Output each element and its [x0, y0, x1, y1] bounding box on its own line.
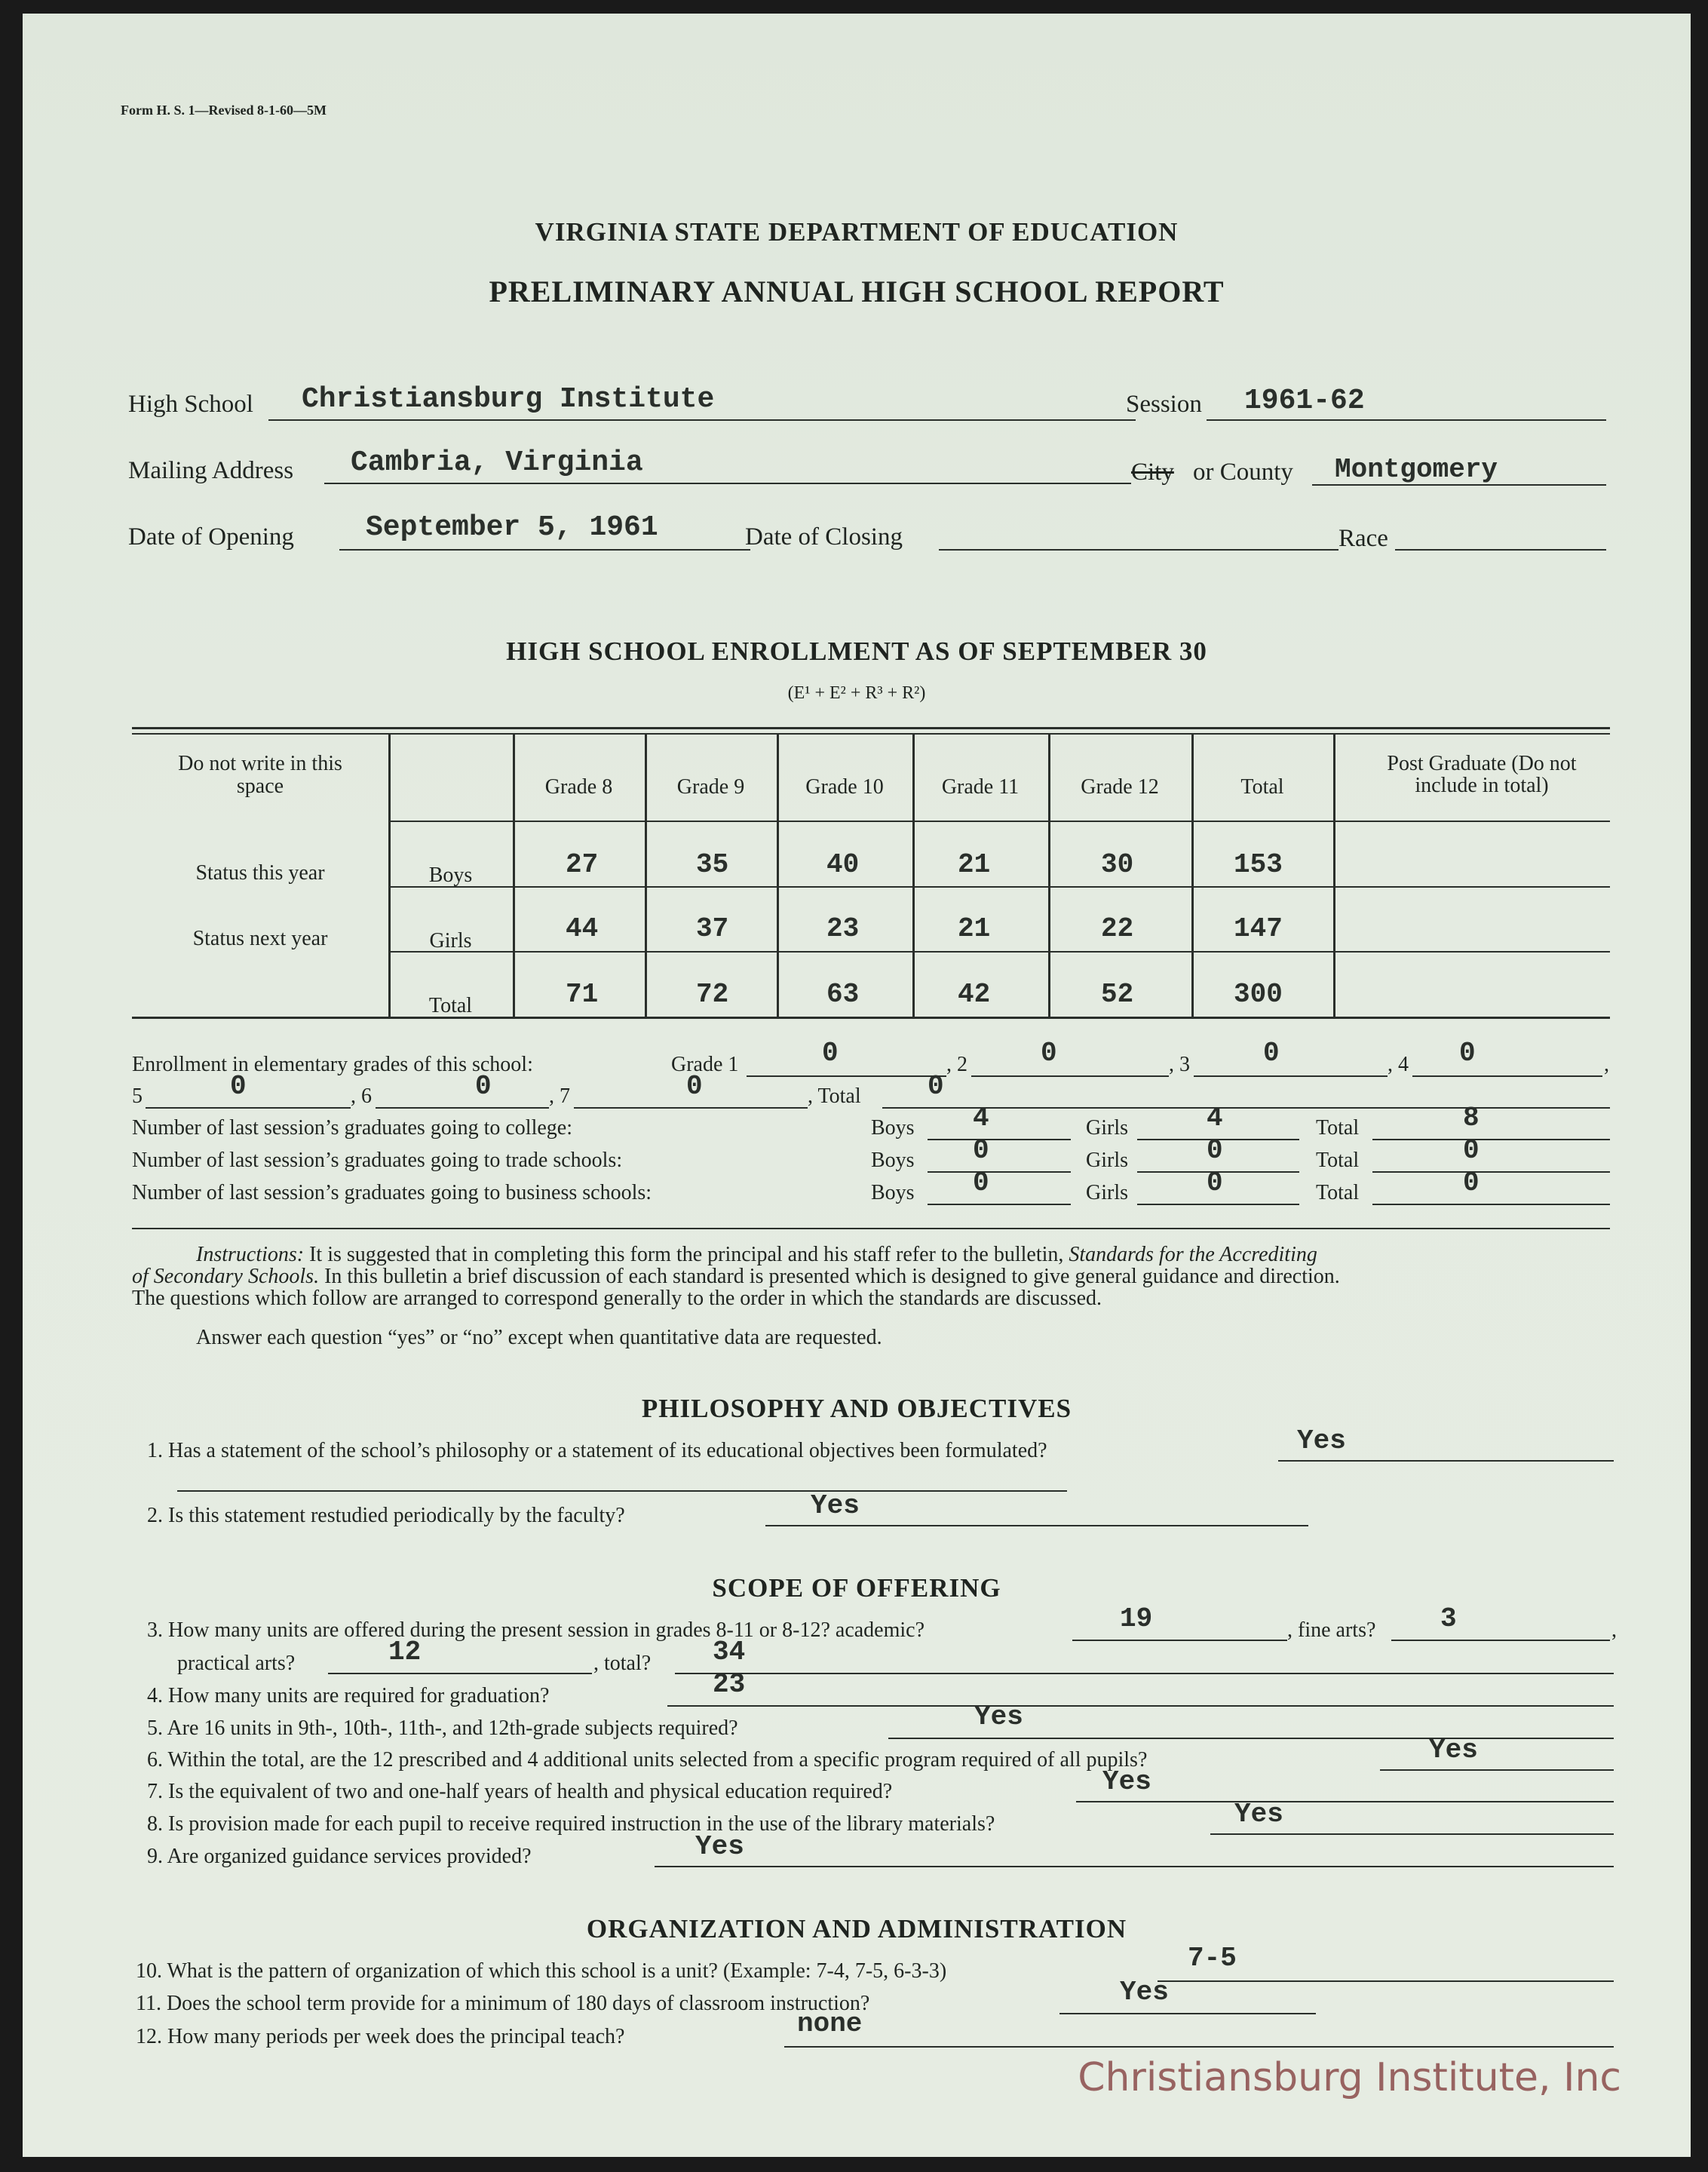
grade1-value[interactable]: 0 [822, 1038, 839, 1069]
question-12: 12. How many periods per week does the principal teach? [136, 2025, 625, 2048]
girls-label: Girls [1086, 1149, 1128, 1172]
answer-3-fine-arts[interactable]: 3 [1440, 1603, 1457, 1634]
table-cell[interactable]: 27 [566, 849, 599, 880]
watermark: Christiansburg Institute, Inc [1078, 2055, 1621, 2100]
column-header: Grade 12 [1081, 775, 1159, 799]
graduates-college-boys[interactable]: 4 [973, 1103, 989, 1134]
answer-line [1380, 1769, 1614, 1771]
enrollment-title: HIGH SCHOOL ENROLLMENT AS OF SEPTEMBER 30 [506, 637, 1207, 666]
bulletin-title: Standards for the Accrediting [1069, 1243, 1317, 1266]
practical-arts-label: practical arts? [177, 1652, 296, 1675]
graduates-college-total[interactable]: 8 [1463, 1103, 1480, 1134]
grade4-value[interactable]: 0 [1459, 1038, 1476, 1069]
table-cell[interactable]: 153 [1234, 849, 1283, 880]
status-next-year-label: Status next year [192, 927, 328, 950]
column-header: Total [1240, 775, 1284, 799]
high-school-line [268, 419, 1136, 421]
answer-5[interactable]: Yes [974, 1701, 1023, 1732]
grade2-value[interactable]: 0 [1041, 1038, 1057, 1069]
answer-line [177, 1490, 1067, 1492]
county-label: or County [1193, 459, 1293, 486]
philosophy-title: PHILOSOPHY AND OBJECTIVES [641, 1394, 1072, 1423]
answer-1[interactable]: Yes [1297, 1425, 1346, 1456]
answer-10[interactable]: 7-5 [1188, 1943, 1237, 1974]
column-header: Grade 10 [805, 775, 884, 799]
row-label-boys: Boys [428, 864, 473, 887]
instructions-text: It is suggested that in completing this form the principal and his staff refer to the bulletin, [309, 1243, 1064, 1266]
question-2: 2. Is this statement restudied periodically by the faculty? [147, 1504, 625, 1527]
grade3-value[interactable]: 0 [1263, 1038, 1280, 1069]
date-closing-label: Date of Closing [745, 523, 903, 551]
question-7: 7. Is the equivalent of two and one-half years of health and physical education required? [147, 1780, 893, 1803]
report-title: PRELIMINARY ANNUAL HIGH SCHOOL REPORT [489, 275, 1225, 308]
instructions-text: The questions which follow are arranged to correspond generally to the order in which the standards are discussed. [132, 1287, 1102, 1310]
table-cell[interactable]: 72 [696, 979, 729, 1010]
table-cell[interactable]: 63 [826, 979, 860, 1010]
grade5-value[interactable]: 0 [230, 1071, 247, 1102]
table-cell[interactable]: 30 [1101, 849, 1134, 880]
question-5: 5. Are 16 units in 9th-, 10th-, 11th-, and 12th-grade subjects required? [147, 1716, 738, 1740]
scope-title: SCOPE OF OFFERING [712, 1573, 1001, 1603]
table-cell[interactable]: 35 [696, 849, 729, 880]
answer-11[interactable]: Yes [1120, 1977, 1169, 2008]
mailing-address-line [324, 483, 1131, 484]
table-cell[interactable]: 23 [826, 913, 860, 944]
department-heading: VIRGINIA STATE DEPARTMENT OF EDUCATION [535, 217, 1179, 247]
fine-arts-label: , fine arts? [1287, 1618, 1376, 1642]
mailing-address-value[interactable]: Cambria, Virginia [351, 446, 643, 479]
comma: , [1611, 1618, 1617, 1642]
table-cell[interactable]: 37 [696, 913, 729, 944]
graduates-business-boys[interactable]: 0 [973, 1167, 989, 1198]
bulletin-title: of Secondary Schools. [132, 1265, 320, 1288]
girls-label: Girls [1086, 1116, 1128, 1140]
grade1-label: Grade 1 [671, 1053, 739, 1076]
girls-label: Girls [1086, 1181, 1128, 1204]
graduates-business-total[interactable]: 0 [1463, 1167, 1480, 1198]
answer-8[interactable]: Yes [1234, 1799, 1283, 1830]
form-id: Form H. S. 1—Revised 8-1-60—5M [121, 103, 327, 118]
answer-line [667, 1705, 1614, 1707]
date-closing-line [939, 549, 1338, 551]
answer-line [675, 1673, 1614, 1674]
column-header: Grade 9 [676, 775, 745, 799]
grade2-label: , 2 [946, 1053, 967, 1076]
row-label-girls: Girls [429, 929, 472, 953]
answer-line [1278, 1460, 1614, 1462]
high-school-value[interactable]: Christiansburg Institute [302, 383, 715, 416]
graduates-business-label: Number of last session’s graduates going to business schools: [132, 1181, 652, 1204]
answer-4[interactable]: 23 [713, 1669, 746, 1700]
answer-line [1076, 1801, 1614, 1802]
elementary-total-label: , Total [808, 1084, 861, 1108]
answer-line [888, 1738, 1614, 1739]
answer-7[interactable]: Yes [1102, 1766, 1151, 1797]
row-label-total: Total [428, 994, 473, 1017]
session-label: Session [1126, 391, 1202, 418]
table-cell[interactable]: 21 [958, 849, 991, 880]
instructions-text: In this bulletin a brief discussion of each standard is presented which is designed to give general guidance and direction. [324, 1265, 1340, 1288]
grade6-value[interactable]: 0 [475, 1071, 492, 1102]
graduates-college-girls[interactable]: 4 [1207, 1103, 1223, 1134]
question-1: 1. Has a statement of the school’s philosophy or a statement of its educational objectives been formulated? [147, 1439, 1047, 1462]
boys-label: Boys [871, 1149, 915, 1172]
table-cell[interactable]: 44 [566, 913, 599, 944]
do-not-write-note: Do not write in this space [178, 752, 342, 798]
answer-line [765, 1525, 1308, 1526]
table-cell[interactable]: 21 [958, 913, 991, 944]
boys-label: Boys [871, 1181, 915, 1204]
date-opening-label: Date of Opening [128, 523, 294, 551]
date-opening-value[interactable]: September 5, 1961 [366, 511, 658, 544]
question-10: 10. What is the pattern of organization of which this school is a unit? (Example: 7-4, 7-5, 6-3-3) [136, 1959, 947, 1983]
high-school-label: High School [128, 391, 253, 418]
race-label: Race [1338, 525, 1388, 552]
answer-line [655, 1866, 1614, 1867]
elementary-label: Enrollment in elementary grades of this school: [132, 1053, 533, 1076]
form-page [23, 14, 1691, 2157]
answer-line [328, 1673, 592, 1674]
answer-3-practical[interactable]: 12 [388, 1637, 422, 1667]
total-label: Total [1316, 1181, 1360, 1204]
organization-title: ORGANIZATION AND ADMINISTRATION [586, 1914, 1127, 1943]
city-label: City [1131, 459, 1174, 486]
grade4-label: , 4 [1388, 1053, 1409, 1076]
graduates-trade-label: Number of last session’s graduates going to trade schools: [132, 1149, 623, 1172]
graduates-trade-girls[interactable]: 0 [1207, 1135, 1223, 1166]
answer-12[interactable]: none [797, 2008, 863, 2039]
answer-2[interactable]: Yes [811, 1490, 860, 1521]
table-cell[interactable]: 42 [958, 979, 991, 1010]
table-cell[interactable]: 147 [1234, 913, 1283, 944]
answer-line [784, 2046, 1614, 2048]
answer-6[interactable]: Yes [1429, 1735, 1478, 1766]
elementary-total-value[interactable]: 0 [928, 1071, 944, 1102]
column-header: Grade 8 [544, 775, 613, 799]
enrollment-formula: (E¹ + E² + R³ + R²) [787, 683, 926, 703]
boys-label: Boys [871, 1116, 915, 1140]
question-6: 6. Within the total, are the 12 prescribed and 4 additional units selected from a specific program required of all pupils? [147, 1748, 1148, 1772]
question-8: 8. Is provision made for each pupil to receive required instruction in the use of the library materials? [147, 1812, 995, 1836]
question-9: 9. Are organized guidance services provided? [147, 1845, 532, 1868]
graduates-college-label: Number of last session’s graduates going to college: [132, 1116, 572, 1140]
answer-3-academic[interactable]: 19 [1120, 1603, 1153, 1634]
answer-9[interactable]: Yes [695, 1831, 744, 1862]
grade5-label: 5 [132, 1084, 143, 1108]
race-line [1395, 549, 1606, 551]
table-cell[interactable]: 22 [1101, 913, 1134, 944]
graduates-trade-total[interactable]: 0 [1463, 1135, 1480, 1166]
session-value[interactable]: 1961-62 [1244, 385, 1365, 417]
question-4: 4. How many units are required for graduation? [147, 1684, 550, 1707]
grade7-value[interactable]: 0 [686, 1071, 703, 1102]
answer-3-total[interactable]: 34 [713, 1637, 746, 1667]
answer-line [1210, 1833, 1614, 1835]
table-cell[interactable]: 71 [566, 979, 599, 1010]
answer-line [1072, 1640, 1287, 1641]
answer-note: Answer each question “yes” or “no” except when quantitative data are requested. [196, 1326, 882, 1349]
answer-line [1158, 1980, 1614, 1982]
date-opening-line [339, 549, 750, 551]
status-this-year-label: Status this year [195, 861, 325, 885]
mailing-address-label: Mailing Address [128, 457, 294, 484]
graduates-business-girls[interactable]: 0 [1207, 1167, 1223, 1198]
comma: , [1604, 1053, 1609, 1076]
column-header: Grade 11 [941, 775, 1020, 799]
question-3: 3. How many units are offered during the present session in grades 8-11 or 8-12? academic? [147, 1618, 925, 1642]
county-value[interactable]: Montgomery [1335, 454, 1498, 485]
post-graduate-header: Post Graduate (Do not include in total) [1387, 752, 1577, 797]
table-cell[interactable]: 300 [1234, 979, 1283, 1010]
session-line [1207, 419, 1606, 421]
grade7-label: , 7 [549, 1084, 570, 1108]
table-cell[interactable]: 40 [826, 849, 860, 880]
question-11: 11. Does the school term provide for a minimum of 180 days of classroom instruction? [136, 1992, 870, 2015]
grade6-label: , 6 [351, 1084, 372, 1108]
instructions-lead: Instructions: [196, 1243, 305, 1266]
graduates-trade-boys[interactable]: 0 [973, 1135, 989, 1166]
answer-line [1059, 2013, 1316, 2014]
total-label: Total [1316, 1116, 1360, 1140]
grade3-label: , 3 [1169, 1053, 1190, 1076]
total-label: , total? [593, 1652, 652, 1675]
table-cell[interactable]: 52 [1101, 979, 1134, 1010]
total-label: Total [1316, 1149, 1360, 1172]
answer-line [1391, 1640, 1610, 1641]
